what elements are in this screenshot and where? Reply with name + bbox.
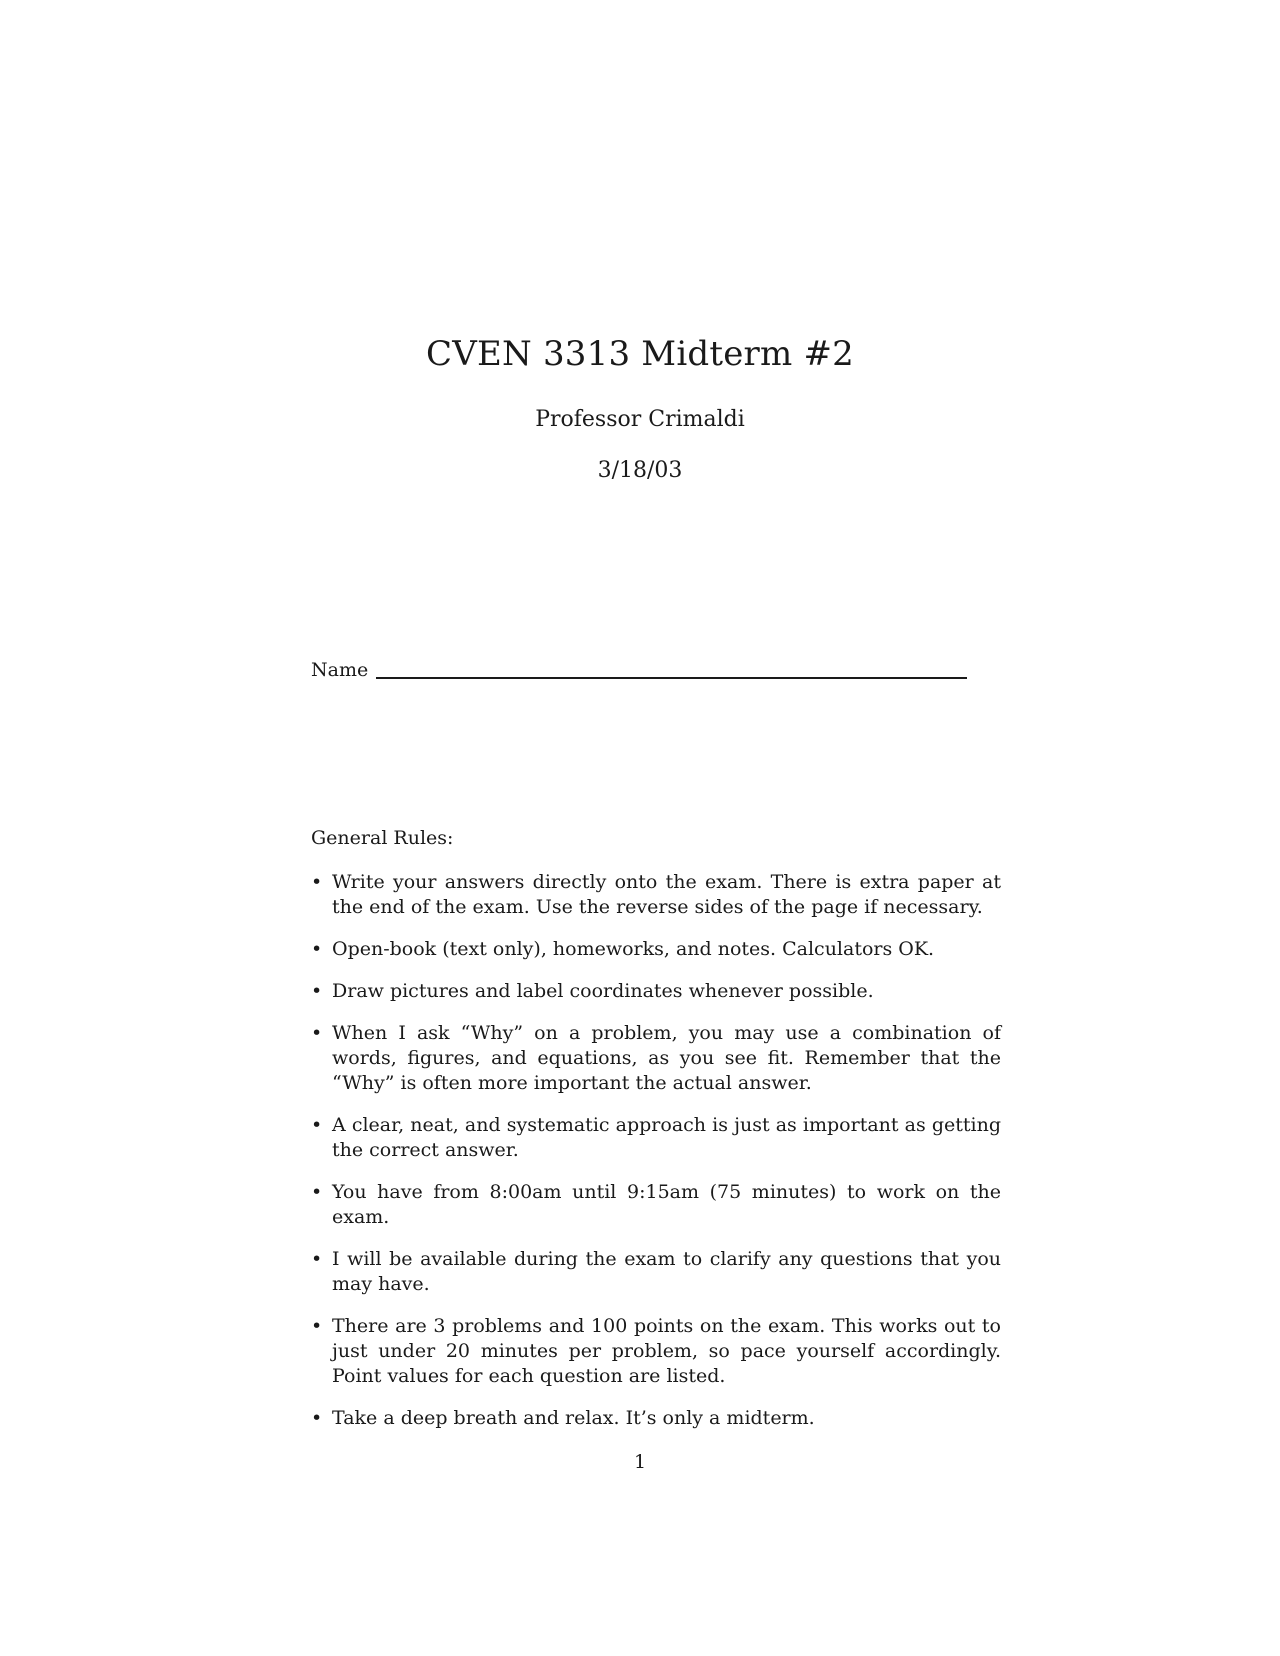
rule-item [311,1021,1001,1096]
name-label: Name [311,659,369,681]
exam-title: CVEN 3313 Midterm #2 [426,334,854,374]
rules-list [311,870,1001,1448]
rule-item [311,1180,1001,1230]
rule-item [311,1406,1001,1431]
rule-item [311,870,1001,920]
rule-item [311,979,1001,1004]
rule-text: I will be available during the exam to clarify any questions that you may have. [332,1248,1001,1295]
rule-text: Draw pictures and label coordinates whenever possible. [332,980,874,1002]
bullet-icon: • [311,1181,323,1203]
rule-item [311,1314,1001,1389]
bullet-icon: • [311,1022,323,1044]
rule-item [311,1113,1001,1163]
rule-text: Write your answers directly onto the exam. There is extra paper at the end of the exam. Use the reverse sides of the page if necessary. [332,871,1001,918]
rule-text: Take a deep breath and relax. It’s only a midterm. [332,1407,815,1429]
bullet-icon: • [311,1315,323,1337]
rule-text: When I ask “Why” on a problem, you may use a combination of words, figures, and equations, as you see fit. Remember that the “Why” is often more important the actual answer. [332,1022,1001,1094]
bullet-icon: • [311,871,323,893]
bullet-icon: • [311,980,323,1002]
exam-author: Professor Crimaldi [535,407,745,432]
rule-item [311,1247,1001,1297]
exam-date: 3/18/03 [597,458,683,483]
rule-text: A clear, neat, and systematic approach is just as important as getting the correct answer. [332,1114,1001,1161]
bullet-icon: • [311,938,323,960]
rule-item [311,937,1001,962]
rule-text: You have from 8:00am until 9:15am (75 minutes) to work on the exam. [332,1181,1001,1228]
bullet-icon: • [311,1114,323,1136]
bullet-icon: • [311,1407,323,1429]
name-field-row [311,650,967,682]
rules-heading: General Rules: [311,827,454,849]
rule-text: There are 3 problems and 100 points on the exam. This works out to just under 20 minutes per problem, so pace yourself accordingly. Point values for each question are listed. [332,1315,1001,1387]
page-number: 1 [633,1451,647,1473]
rule-text: Open-book (text only), homeworks, and notes. Calculators OK. [332,938,935,960]
name-underline[interactable] [376,677,967,679]
bullet-icon: • [311,1248,323,1270]
